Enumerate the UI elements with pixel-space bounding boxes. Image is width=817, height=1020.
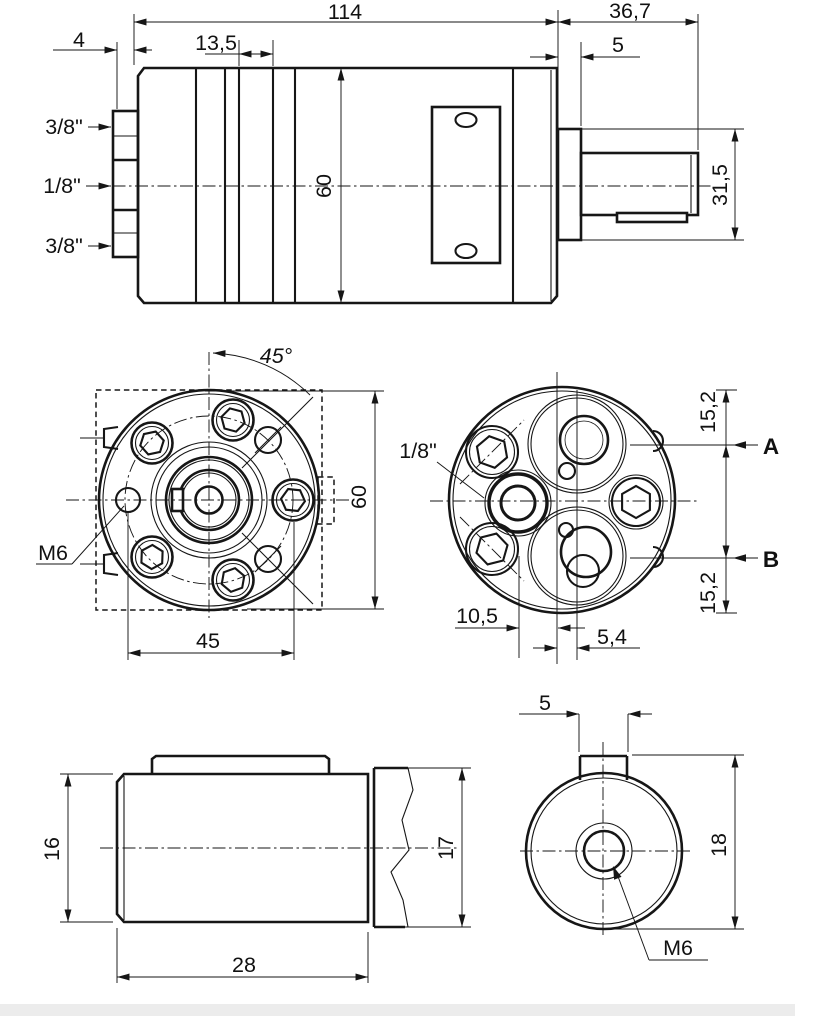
dim-port-b-offset: 15,2 (696, 572, 720, 614)
dim-collar: 5 (612, 33, 624, 57)
port-a-label: A (762, 434, 780, 459)
center-port-plug (485, 470, 551, 536)
dim-port-column-offset: 5,4 (597, 625, 627, 649)
side-view (43, 0, 744, 303)
shaft-side-view (40, 756, 471, 983)
dim-shaft-extension: 36,7 (609, 0, 651, 23)
dim-spacer: 13,5 (195, 31, 237, 55)
port-b-label: B (762, 547, 780, 572)
port-block (113, 111, 138, 257)
dim-overall-length: 114 (327, 0, 363, 24)
dim-body-diameter: 60 (312, 174, 336, 198)
rear-view (399, 372, 779, 664)
dim-port-a-offset: 15,2 (696, 391, 720, 433)
dim-bolt-angle: 45° (259, 344, 293, 368)
dim-flange-height: 60 (347, 485, 371, 509)
break-line (391, 768, 413, 927)
side-view-dimensions (53, 0, 744, 303)
front-view-dimensions (36, 344, 384, 660)
end-thread-label: M6 (663, 936, 693, 960)
shaft-key (152, 756, 329, 774)
dim-shaft-length: 28 (232, 953, 256, 977)
dim-port-offset: 4 (73, 28, 85, 52)
right-hex-plug (609, 475, 663, 529)
shaft-end-dimensions (519, 691, 744, 960)
output-shaft (558, 129, 698, 240)
dim-key-width: 5 (539, 691, 551, 715)
rear-outer-circle (449, 387, 675, 613)
body-section-lines (196, 68, 513, 303)
dim-bolt-spacing: 45 (196, 629, 220, 653)
dim-shaft-height: 31,5 (708, 164, 732, 206)
port-label-mid: 1/8" (43, 174, 81, 198)
port-label-top: 3/8" (45, 115, 83, 139)
shaft-end-view (519, 691, 744, 960)
motor-body-outline (138, 68, 557, 303)
side-boss-hidden (318, 477, 334, 524)
dim-end-height: 18 (707, 833, 731, 857)
dim-shaft-diameter: 16 (40, 837, 64, 861)
port-labels (43, 115, 111, 258)
shaft-side-dimensions (40, 768, 471, 983)
port-label-bottom: 3/8" (45, 234, 83, 258)
front-thread-label: M6 (38, 541, 68, 565)
mounting-plate (432, 107, 500, 263)
dim-shaft-body: 17 (434, 836, 458, 860)
front-view (36, 344, 384, 660)
key-slot (580, 756, 627, 780)
left-tab-top (104, 427, 118, 449)
dim-plug-offset: 10,5 (456, 604, 498, 628)
page-edge-band (0, 1004, 795, 1016)
rear-port-label: 1/8" (399, 439, 437, 463)
